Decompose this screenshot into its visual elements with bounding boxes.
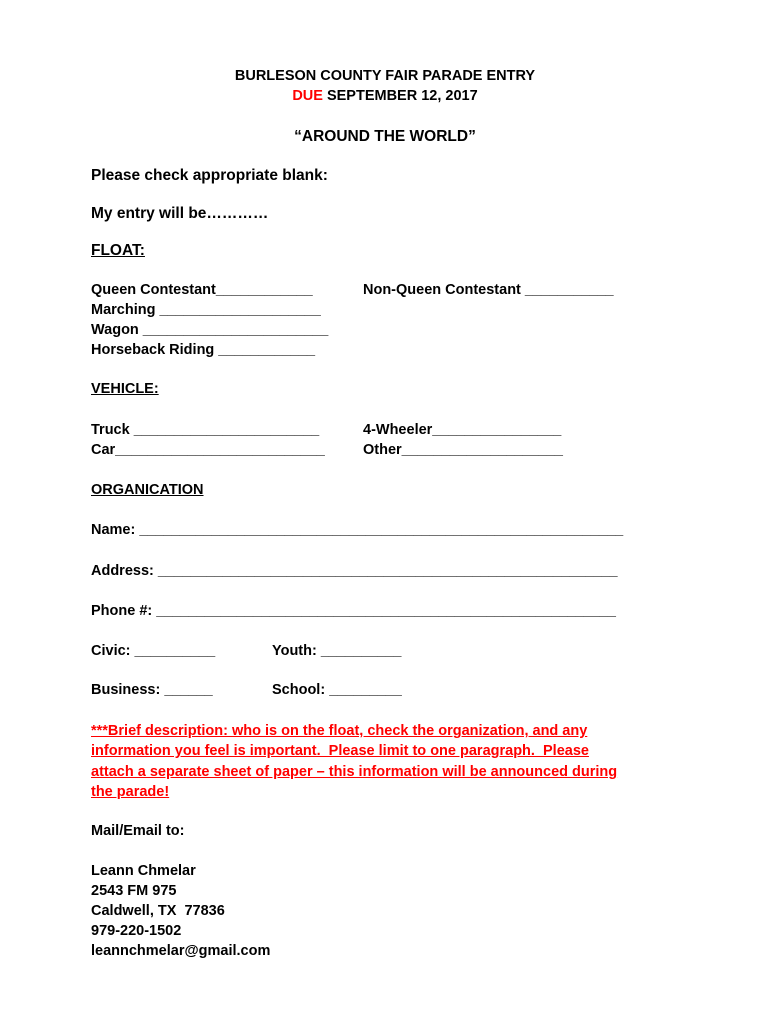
contact-phone: 979-220-1502 xyxy=(91,923,182,939)
contact-email[interactable]: leannchmelar@gmail.com xyxy=(91,943,271,959)
note-line-3: attach a separate sheet of paper – this information will be announced during xyxy=(91,764,618,780)
vehicle-heading: VEHICLE: xyxy=(91,381,159,397)
due-label: DUE xyxy=(292,88,323,104)
phone-field[interactable]: Phone #: _________________________________________________________ xyxy=(91,603,616,619)
school-field[interactable]: School: _________ xyxy=(272,682,402,698)
due-date: SEPTEMBER 12, 2017 xyxy=(322,88,478,104)
business-field[interactable]: Business: ______ xyxy=(91,682,213,698)
wagon-field[interactable]: Wagon _______________________ xyxy=(91,322,329,338)
queen-contestant-field[interactable]: Queen Contestant____________ xyxy=(91,282,313,298)
name-field[interactable]: Name: ____________________________________________________________ xyxy=(91,522,624,538)
contact-name: Leann Chmelar xyxy=(91,863,196,879)
address-field[interactable]: Address: _________________________________________________________ xyxy=(91,563,618,579)
contact-city: Caldwell, TX 77836 xyxy=(91,903,225,919)
note-line-2: information you feel is important. Please limit to one paragraph. Please xyxy=(91,743,589,759)
civic-field[interactable]: Civic: __________ xyxy=(91,643,216,659)
mail-heading: Mail/Email to: xyxy=(91,823,185,839)
youth-field[interactable]: Youth: __________ xyxy=(272,643,402,659)
truck-field[interactable]: Truck _______________________ xyxy=(91,422,320,438)
marching-field[interactable]: Marching ____________________ xyxy=(91,302,321,318)
organization-heading: ORGANICATION xyxy=(91,482,204,498)
other-field[interactable]: Other____________________ xyxy=(363,442,563,458)
car-field[interactable]: Car__________________________ xyxy=(91,442,325,458)
form-title: BURLESON COUNTY FAIR PARADE ENTRY xyxy=(234,68,536,84)
instruction-text: Please check appropriate blank: xyxy=(91,167,328,184)
four-wheeler-field[interactable]: 4-Wheeler________________ xyxy=(363,422,562,438)
float-heading: FLOAT: xyxy=(91,242,145,259)
non-queen-contestant-field[interactable]: Non-Queen Contestant ___________ xyxy=(363,282,614,298)
contact-street: 2543 FM 975 xyxy=(91,883,177,899)
note-line-1: ***Brief description: who is on the float, check the organization, and any xyxy=(91,723,588,739)
entry-text: My entry will be………… xyxy=(91,205,269,222)
horseback-riding-field[interactable]: Horseback Riding ____________ xyxy=(91,342,316,358)
due-date-line xyxy=(0,87,770,105)
parade-theme: “AROUND THE WORLD” xyxy=(294,128,476,145)
note-line-4: the parade! xyxy=(91,784,170,800)
